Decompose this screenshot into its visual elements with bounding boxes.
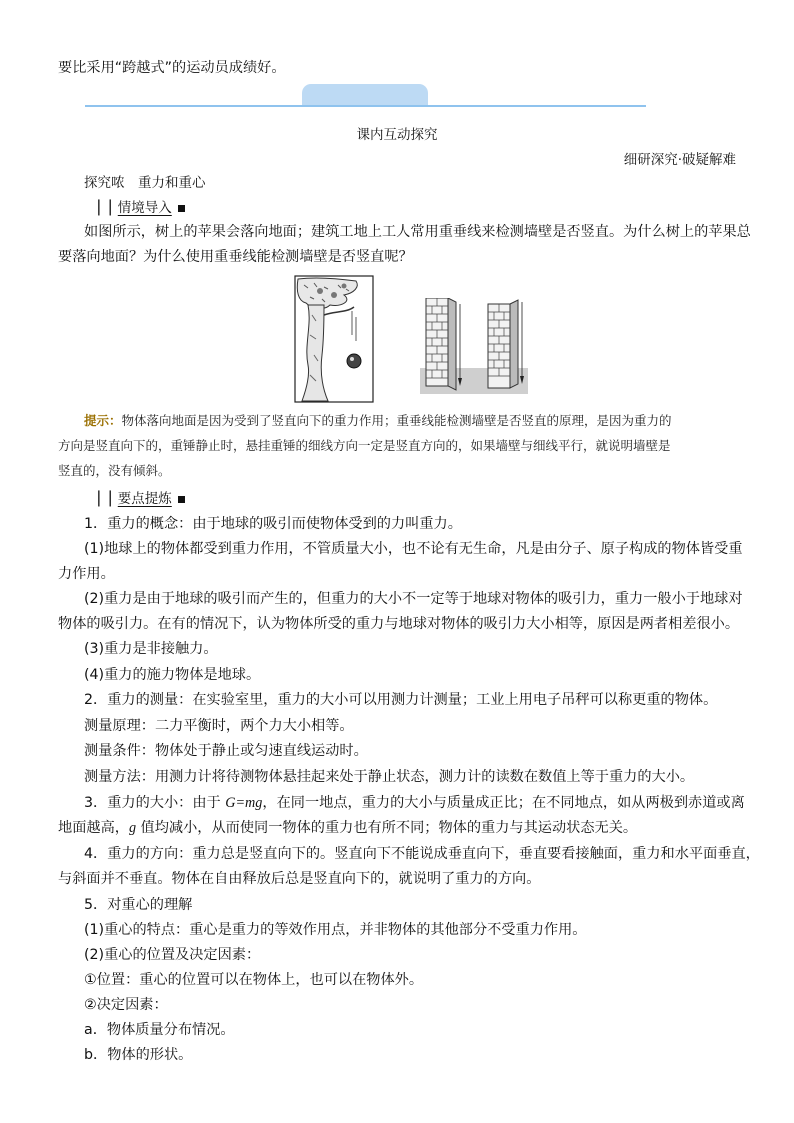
apple-tree-figure bbox=[294, 275, 374, 403]
point-5-1: (1)重心的特点：重心是重力的等效作用点，并非物体的其他部分不受重力作用。 bbox=[84, 922, 587, 938]
subhead-situation bbox=[89, 198, 185, 218]
hint-line-2: 方向是竖直向下的，重锤静止时，悬挂重锤的细线方向一定是竖直方向的，如果墙壁与细线平行，就说明墙壁是 bbox=[58, 438, 671, 453]
section-divider-line bbox=[85, 105, 646, 107]
g-symbol: g bbox=[128, 820, 137, 836]
subhead-situation-label: 情境导入 bbox=[117, 200, 172, 216]
point-3b bbox=[58, 818, 637, 838]
point-1-3: (3)重力是非接触力。 bbox=[84, 641, 218, 657]
subhead-key-points bbox=[89, 489, 185, 509]
gravity-formula: G=mg bbox=[225, 795, 263, 811]
point-1-2a: (2)重力是由于地球的吸引而产生的，但重力的大小不一定等于地球对物体的吸引力，重力一般小于地球对 bbox=[84, 591, 743, 607]
bar-marker-icon: ▕▕ bbox=[89, 491, 112, 507]
hint-line-1 bbox=[58, 408, 738, 433]
point-5-2-factor-b: b．物体的形状。 bbox=[84, 1047, 193, 1063]
point-2-method: 测量方法：用测力计将待测物体悬挂起来处于静止状态，测力计的读数在数值上等于重力的大小。 bbox=[84, 769, 695, 785]
subhead-key-points-label: 要点提炼 bbox=[117, 491, 172, 507]
point-3-prefix: 3．重力的大小：由于 bbox=[84, 795, 226, 811]
point-2: 2．重力的测量：在实验室里，重力的大小可以用测力计测量；工业上用电子吊秤可以称更重的物体。 bbox=[84, 692, 718, 708]
section-title: 课内互动探究 bbox=[356, 127, 438, 143]
section-subtitle: 细研深究·破疑解难 bbox=[623, 152, 736, 168]
point-4b: 与斜面并不垂直。物体在自由释放后总是竖直向下的，就说明了重力的方向。 bbox=[58, 871, 541, 887]
point-2-condition: 测量条件：物体处于静止或匀速直线运动时。 bbox=[84, 743, 368, 759]
intro-tail-text: 要比采用“跨越式”的运动员成绩好。 bbox=[58, 60, 286, 76]
point-1-4: (4)重力的施力物体是地球。 bbox=[84, 667, 261, 683]
hint-text-1: 物体落向地面是因为受到了竖直向下的重力作用；重垂线能检测墙壁是否竖直的原理，是因为重力的 bbox=[121, 413, 672, 428]
point-2-principle: 测量原理：二力平衡时，两个力大小相等。 bbox=[84, 718, 354, 734]
hint-label: 提示： bbox=[84, 413, 122, 428]
hint-line-3: 竖直的，没有倾斜。 bbox=[58, 463, 171, 478]
point-5-2-factors: ②决定因素： bbox=[84, 997, 168, 1013]
point-5-2-factor-a: a．物体质量分布情况。 bbox=[84, 1022, 235, 1038]
plumb-wall-figure bbox=[420, 298, 528, 394]
point-1-1b: 力作用。 bbox=[58, 566, 115, 582]
topic-heading: 探究哝 重力和重心 bbox=[84, 175, 206, 191]
situation-line-1: 如图所示，树上的苹果会落向地面；建筑工地上工人常用重垂线来检测墙壁是否竖直。为什么树上的苹果总 bbox=[84, 224, 751, 240]
point-4a: 4．重力的方向：重力总是竖直向下的。竖直向下不能说成垂直向下，垂直要看接触面，重力和水平面垂直， bbox=[84, 846, 760, 862]
point-5-2-position: ①位置：重心的位置可以在物体上，也可以在物体外。 bbox=[84, 972, 424, 988]
square-bullet-icon bbox=[178, 205, 185, 212]
hint-block bbox=[58, 408, 738, 483]
square-bullet-icon bbox=[178, 496, 185, 503]
point-3b-prefix: 地面越高， bbox=[58, 820, 129, 836]
point-3a bbox=[84, 793, 745, 813]
situation-line-2: 要落向地面？为什么使用重垂线能检测墙壁是否竖直呢？ bbox=[58, 249, 413, 265]
point-5-2: (2)重心的位置及决定因素： bbox=[84, 947, 261, 963]
point-3b-text: 值均减小，从而使同一物体的重力也有所不同；物体的重力与其运动状态无关。 bbox=[136, 820, 638, 836]
point-1-1a: (1)地球上的物体都受到重力作用，不管质量大小，也不论有无生命，凡是由分子、原子构成的物体皆受重 bbox=[84, 541, 743, 557]
point-1-2b: 物体的吸引力。在有的情况下，认为物体所受的重力与地球对物体的吸引力大小相等，原因是两者相差很小。 bbox=[58, 616, 740, 632]
point-3-suffix: ，在同一地点，重力的大小与质量成正比；在不同地点，如从两极到赤道或离 bbox=[262, 795, 745, 811]
point-5: 5．对重心的理解 bbox=[84, 897, 193, 913]
point-1: 1．重力的概念：由于地球的吸引而使物体受到的力叫重力。 bbox=[84, 516, 462, 532]
bar-marker-icon: ▕▕ bbox=[89, 200, 112, 216]
section-divider-tab bbox=[302, 84, 428, 106]
